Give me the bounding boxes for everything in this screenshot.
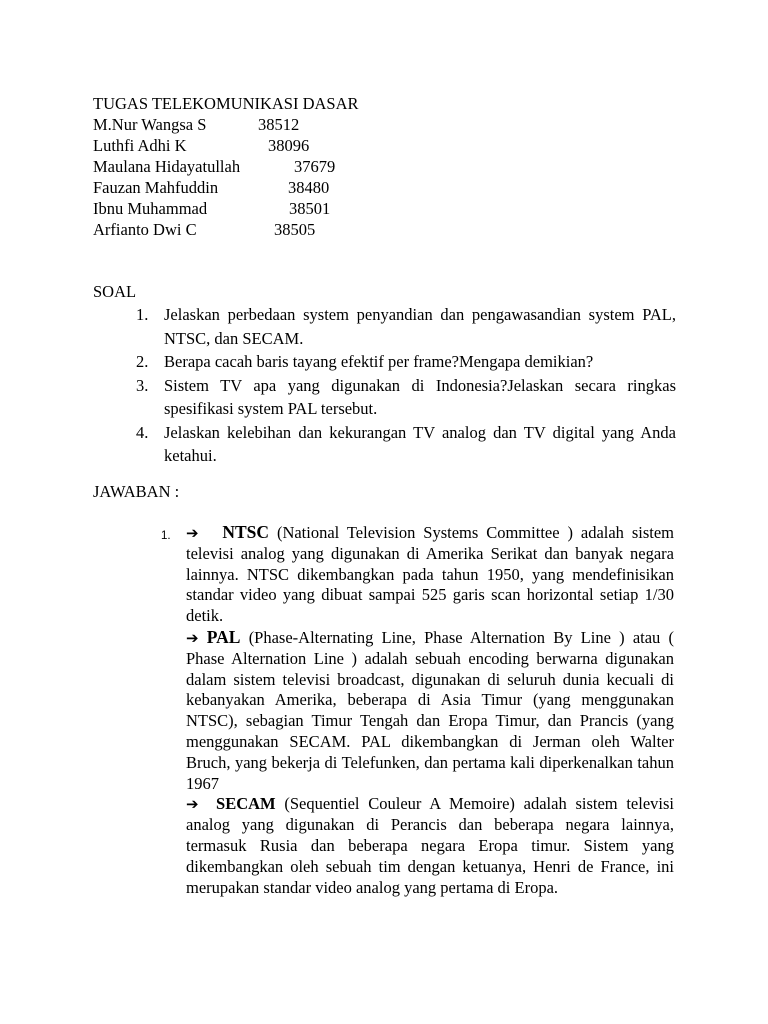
- question-number: 2.: [136, 352, 149, 371]
- member-nim: 38512: [258, 115, 300, 134]
- question-item: [136, 303, 676, 350]
- answer-ntsc: [186, 522, 674, 627]
- member-row: [93, 157, 336, 178]
- question-number: 1.: [136, 305, 149, 324]
- question-item: [136, 350, 676, 374]
- answer-text: (Sequentiel Couleur A Memoire) adalah sistem televisi analog yang digunakan di Perancis dan beberapa negara lainnya, termasuk Rusia dan beberapa negara Eropa timur. Sistem yang dikembangkan oleh sebuah tim dengan ketuanya, Henri de France, ini merupakan standar video analog yang pertama di Eropa.: [186, 794, 674, 897]
- answer-body: [186, 522, 674, 898]
- member-name: Luthfi Adhi K: [93, 136, 187, 155]
- document-title: TUGAS TELEKOMUNIKASI DASAR: [93, 94, 359, 113]
- term-pal: PAL: [206, 626, 241, 647]
- member-name: Fauzan Mahfuddin: [93, 178, 219, 197]
- question-number: 3.: [136, 375, 149, 395]
- arrow-icon: ➔: [186, 628, 199, 647]
- answer-text: (Phase-Alternating Line, Phase Alternation By Line ) atau ( Phase Alternation Line ) adalah sebuah encoding berwarna digunakan dalam sistem televisi broadcast, digunakan di seluruh dunia kecuali di kebanyakan Amerika, beberapa di Asia Timur (yang menggunakan NTSC), sebagian Timur Tengah dan Eropa Timur, dan Prancis (yang menggunakan SECAM. PAL dikembangkan di Jerman oleh Walter Bruch, yang bekerja di Telefunken, dan pertama kali diperkenalkan tahun 1967: [186, 627, 674, 793]
- question-item: [136, 421, 676, 468]
- member-row: [93, 115, 300, 136]
- member-name: Arfianto Dwi C: [93, 220, 197, 239]
- member-nim: 37679: [294, 157, 336, 176]
- arrow-icon: ➔: [186, 795, 199, 814]
- question-item: [136, 374, 676, 421]
- answer-pal: [186, 627, 674, 794]
- member-nim: 38501: [289, 199, 331, 218]
- question-number: 4.: [136, 422, 149, 442]
- term-ntsc: NTSC: [222, 522, 270, 542]
- jawaban-heading: JAWABAN :: [93, 482, 180, 501]
- member-row: [93, 178, 330, 199]
- question-text: Jelaskan perbedaan system penyandian dan pengawasandian system PAL, NTSC, dan SECAM.: [164, 305, 676, 348]
- soal-heading: SOAL: [93, 282, 137, 301]
- arrow-icon: ➔: [186, 524, 199, 542]
- member-name: M.Nur Wangsa S: [93, 115, 207, 134]
- term-secam: SECAM: [216, 794, 276, 814]
- answer-number: 1.: [161, 530, 171, 542]
- question-text: Berapa cacah baris tayang efektif per frame?Mengapa demikian?: [164, 352, 594, 371]
- question-list: [136, 303, 676, 468]
- member-name: Ibnu Muhammad: [93, 199, 208, 218]
- member-nim: 38505: [274, 220, 316, 239]
- member-name: Maulana Hidayatullah: [93, 157, 241, 176]
- member-nim: 38096: [268, 136, 310, 155]
- answer-text: (National Television Systems Committee ) adalah sistem televisi analog yang digunakan di Amerika Serikat dan banyak negara lainnya. NTSC dikembangkan pada tahun 1950, yang mendefinisikan standar video yang dibuat sampai 525 garis scan horizontal setiap 1/30 detik.: [186, 523, 675, 626]
- member-row: [93, 136, 310, 157]
- question-text: Sistem TV apa yang digunakan di Indonesia?Jelaskan secara ringkas spesifikasi system PAL tersebut.: [164, 375, 676, 418]
- member-row: [93, 199, 331, 220]
- member-row: [93, 220, 316, 241]
- member-nim: 38480: [288, 178, 330, 197]
- question-text: Jelaskan kelebihan dan kekurangan TV analog dan TV digital yang Anda ketahui.: [164, 422, 676, 465]
- answer-secam: [186, 794, 674, 898]
